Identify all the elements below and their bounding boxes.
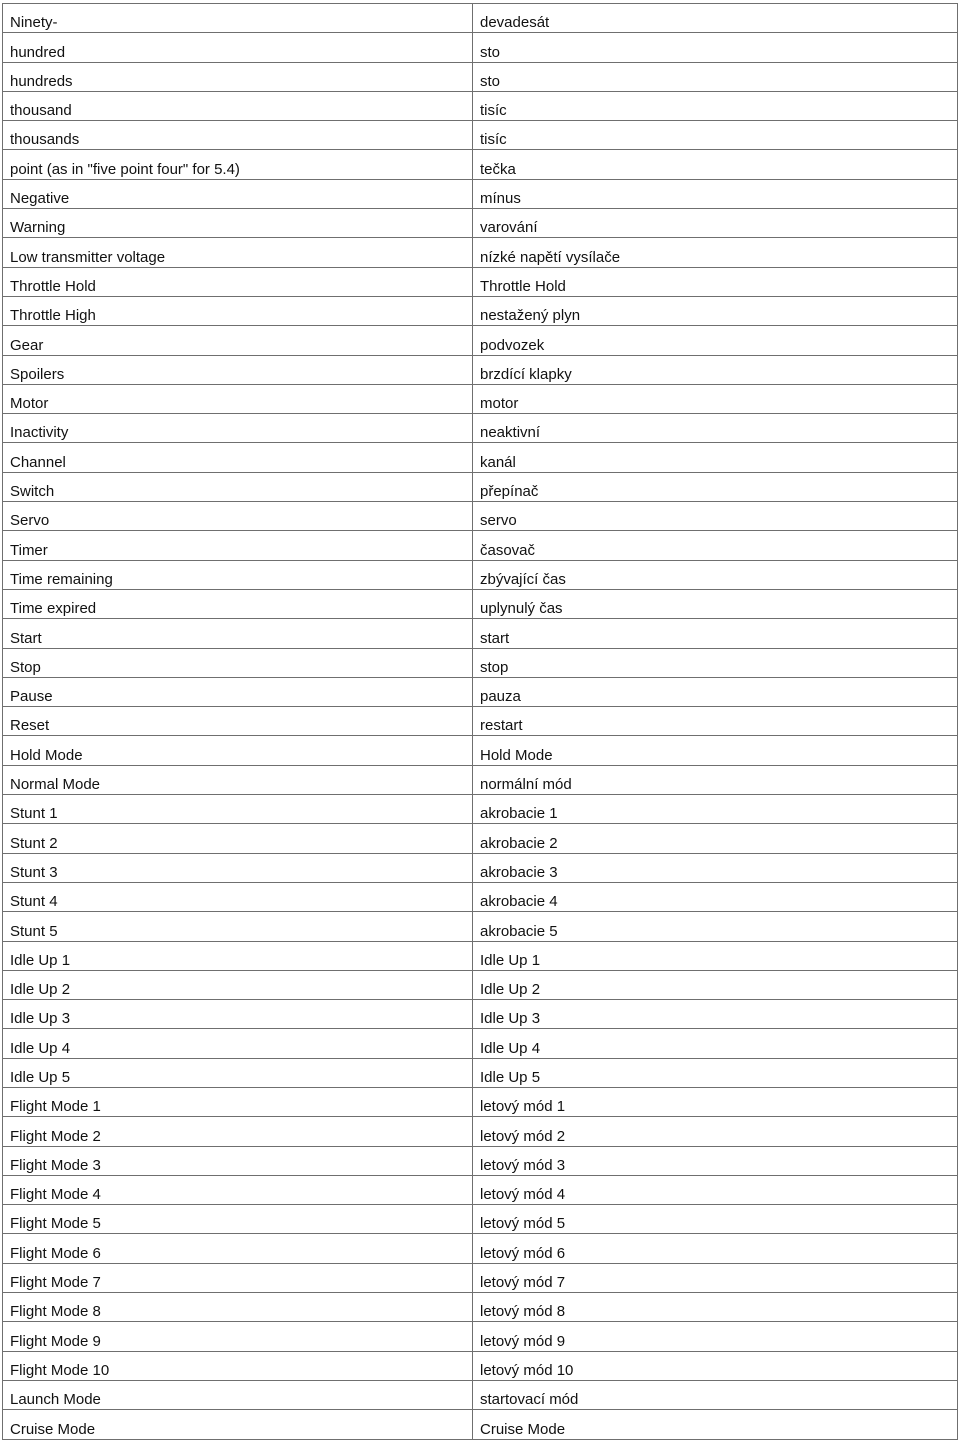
czech-term: startovací mód bbox=[473, 1380, 958, 1409]
table-row bbox=[3, 443, 958, 472]
czech-term: nízké napětí vysílače bbox=[473, 238, 958, 267]
english-term: point (as in "five point four" for 5.4) bbox=[3, 150, 473, 179]
english-term: Flight Mode 4 bbox=[3, 1175, 473, 1204]
czech-term: letový mód 7 bbox=[473, 1263, 958, 1292]
czech-term: letový mód 6 bbox=[473, 1234, 958, 1263]
english-term: hundred bbox=[3, 33, 473, 62]
english-term: Low transmitter voltage bbox=[3, 238, 473, 267]
table-row bbox=[3, 472, 958, 501]
english-term: Normal Mode bbox=[3, 765, 473, 794]
table-row bbox=[3, 853, 958, 882]
czech-term: Idle Up 4 bbox=[473, 1029, 958, 1058]
table-row bbox=[3, 326, 958, 355]
table-row bbox=[3, 1380, 958, 1409]
table-row bbox=[3, 560, 958, 589]
table-row bbox=[3, 209, 958, 238]
english-term: Servo bbox=[3, 502, 473, 531]
table-row bbox=[3, 1058, 958, 1087]
table-row bbox=[3, 1175, 958, 1204]
czech-term: uplynulý čas bbox=[473, 589, 958, 618]
english-term: Timer bbox=[3, 531, 473, 560]
english-term: Warning bbox=[3, 209, 473, 238]
english-term: Throttle Hold bbox=[3, 267, 473, 296]
czech-term: mínus bbox=[473, 179, 958, 208]
table-row bbox=[3, 121, 958, 150]
czech-term: stop bbox=[473, 648, 958, 677]
czech-term: motor bbox=[473, 384, 958, 413]
table-row bbox=[3, 384, 958, 413]
english-term: Hold Mode bbox=[3, 736, 473, 765]
czech-term: přepínač bbox=[473, 472, 958, 501]
czech-term: podvozek bbox=[473, 326, 958, 355]
english-term: Spoilers bbox=[3, 355, 473, 384]
table-row bbox=[3, 589, 958, 618]
glossary-table bbox=[2, 3, 958, 1440]
czech-term: sto bbox=[473, 33, 958, 62]
table-row bbox=[3, 179, 958, 208]
english-term: Flight Mode 3 bbox=[3, 1146, 473, 1175]
english-term: Gear bbox=[3, 326, 473, 355]
czech-term: akrobacie 5 bbox=[473, 912, 958, 941]
czech-term: letový mód 3 bbox=[473, 1146, 958, 1175]
czech-term: letový mód 1 bbox=[473, 1087, 958, 1116]
english-term: Cruise Mode bbox=[3, 1410, 473, 1439]
table-row bbox=[3, 912, 958, 941]
english-term: hundreds bbox=[3, 62, 473, 91]
english-term: Flight Mode 5 bbox=[3, 1205, 473, 1234]
czech-term: letový mód 8 bbox=[473, 1293, 958, 1322]
czech-term: letový mód 10 bbox=[473, 1351, 958, 1380]
english-term: Idle Up 1 bbox=[3, 941, 473, 970]
czech-term: normální mód bbox=[473, 765, 958, 794]
english-term: Switch bbox=[3, 472, 473, 501]
czech-term: Cruise Mode bbox=[473, 1410, 958, 1439]
english-term: Idle Up 3 bbox=[3, 1000, 473, 1029]
table-row bbox=[3, 1205, 958, 1234]
english-term: Ninety- bbox=[3, 4, 473, 33]
english-term: thousands bbox=[3, 121, 473, 150]
table-row bbox=[3, 91, 958, 120]
table-row bbox=[3, 765, 958, 794]
czech-term: Idle Up 2 bbox=[473, 970, 958, 999]
table-row bbox=[3, 296, 958, 325]
czech-term: letový mód 2 bbox=[473, 1117, 958, 1146]
czech-term: tečka bbox=[473, 150, 958, 179]
czech-term: Idle Up 1 bbox=[473, 941, 958, 970]
english-term: thousand bbox=[3, 91, 473, 120]
table-row bbox=[3, 795, 958, 824]
table-row bbox=[3, 1351, 958, 1380]
english-term: Stunt 2 bbox=[3, 824, 473, 853]
english-term: Pause bbox=[3, 677, 473, 706]
czech-term: Throttle Hold bbox=[473, 267, 958, 296]
english-term: Flight Mode 2 bbox=[3, 1117, 473, 1146]
table-row bbox=[3, 1146, 958, 1175]
table-row bbox=[3, 970, 958, 999]
table-row bbox=[3, 531, 958, 560]
czech-term: kanál bbox=[473, 443, 958, 472]
czech-term: akrobacie 1 bbox=[473, 795, 958, 824]
table-row bbox=[3, 267, 958, 296]
czech-term: brzdící klapky bbox=[473, 355, 958, 384]
english-term: Time expired bbox=[3, 589, 473, 618]
table-row bbox=[3, 1000, 958, 1029]
table-row bbox=[3, 1087, 958, 1116]
table-row bbox=[3, 941, 958, 970]
czech-term: pauza bbox=[473, 677, 958, 706]
czech-term: sto bbox=[473, 62, 958, 91]
english-term: Launch Mode bbox=[3, 1380, 473, 1409]
table-row bbox=[3, 1293, 958, 1322]
czech-term: akrobacie 2 bbox=[473, 824, 958, 853]
czech-term: neaktivní bbox=[473, 414, 958, 443]
table-row bbox=[3, 502, 958, 531]
english-term: Flight Mode 6 bbox=[3, 1234, 473, 1263]
czech-term: Idle Up 3 bbox=[473, 1000, 958, 1029]
czech-term: zbývající čas bbox=[473, 560, 958, 589]
czech-term: tisíc bbox=[473, 121, 958, 150]
english-term: Idle Up 4 bbox=[3, 1029, 473, 1058]
english-term: Flight Mode 1 bbox=[3, 1087, 473, 1116]
english-term: Reset bbox=[3, 707, 473, 736]
english-term: Inactivity bbox=[3, 414, 473, 443]
english-term: Motor bbox=[3, 384, 473, 413]
english-term: Time remaining bbox=[3, 560, 473, 589]
table-row bbox=[3, 1263, 958, 1292]
english-term: Stunt 4 bbox=[3, 882, 473, 911]
czech-term: restart bbox=[473, 707, 958, 736]
table-row bbox=[3, 736, 958, 765]
table-row bbox=[3, 150, 958, 179]
czech-term: akrobacie 4 bbox=[473, 882, 958, 911]
czech-term: start bbox=[473, 619, 958, 648]
english-term: Stunt 1 bbox=[3, 795, 473, 824]
czech-term: servo bbox=[473, 502, 958, 531]
glossary-body bbox=[3, 4, 958, 1440]
czech-term: akrobacie 3 bbox=[473, 853, 958, 882]
czech-term: nestažený plyn bbox=[473, 296, 958, 325]
table-row bbox=[3, 824, 958, 853]
english-term: Stop bbox=[3, 648, 473, 677]
table-row bbox=[3, 62, 958, 91]
english-term: Flight Mode 8 bbox=[3, 1293, 473, 1322]
english-term: Idle Up 5 bbox=[3, 1058, 473, 1087]
czech-term: Idle Up 5 bbox=[473, 1058, 958, 1087]
table-row bbox=[3, 414, 958, 443]
czech-term: letový mód 4 bbox=[473, 1175, 958, 1204]
table-row bbox=[3, 1029, 958, 1058]
english-term: Start bbox=[3, 619, 473, 648]
czech-term: tisíc bbox=[473, 91, 958, 120]
table-row bbox=[3, 1117, 958, 1146]
table-row bbox=[3, 677, 958, 706]
english-term: Flight Mode 10 bbox=[3, 1351, 473, 1380]
english-term: Flight Mode 9 bbox=[3, 1322, 473, 1351]
table-row bbox=[3, 1322, 958, 1351]
table-row bbox=[3, 648, 958, 677]
table-row bbox=[3, 882, 958, 911]
table-row bbox=[3, 619, 958, 648]
czech-term: devadesát bbox=[473, 4, 958, 33]
table-row bbox=[3, 355, 958, 384]
table-row bbox=[3, 1410, 958, 1439]
english-term: Channel bbox=[3, 443, 473, 472]
czech-term: letový mód 9 bbox=[473, 1322, 958, 1351]
table-row bbox=[3, 33, 958, 62]
czech-term: Hold Mode bbox=[473, 736, 958, 765]
table-row bbox=[3, 707, 958, 736]
table-row bbox=[3, 4, 958, 33]
english-term: Idle Up 2 bbox=[3, 970, 473, 999]
english-term: Negative bbox=[3, 179, 473, 208]
english-term: Flight Mode 7 bbox=[3, 1263, 473, 1292]
english-term: Stunt 5 bbox=[3, 912, 473, 941]
table-row bbox=[3, 238, 958, 267]
czech-term: varování bbox=[473, 209, 958, 238]
table-row bbox=[3, 1234, 958, 1263]
english-term: Throttle High bbox=[3, 296, 473, 325]
czech-term: časovač bbox=[473, 531, 958, 560]
english-term: Stunt 3 bbox=[3, 853, 473, 882]
czech-term: letový mód 5 bbox=[473, 1205, 958, 1234]
